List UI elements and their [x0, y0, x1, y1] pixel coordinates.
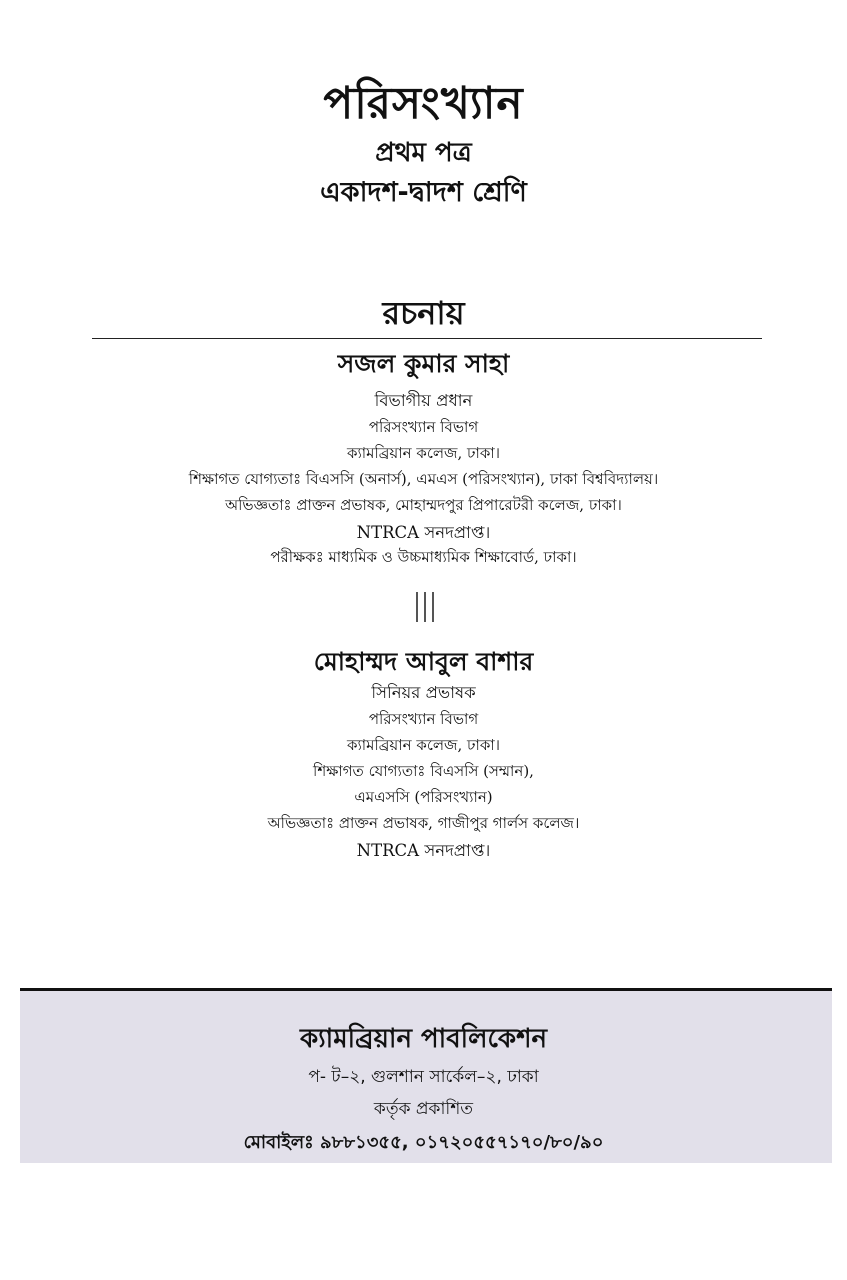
author-2-qualification-cont: এমএসসি (পরিসংখ্যান) [354, 788, 493, 806]
class-line: একাদশ-দ্বাদশ শ্রেণি [320, 177, 527, 208]
publisher-mobile: মোবাইলঃ ৯৮৮১৩৫৫, ০১৭২০৫৫৭১৭০/৮০/৯০ [243, 1132, 604, 1153]
publisher-name: ক্যামব্রিয়ান পাবলিকেশন [299, 1024, 548, 1054]
author-1-name: সজল কুমার সাহা [337, 349, 510, 378]
author-separator [416, 592, 434, 622]
book-title: পরিসংখ্যান [323, 78, 524, 129]
author-1-department: পরিসংখ্যান বিভাগ [368, 418, 479, 436]
separator-bar [416, 592, 418, 622]
author-1-certification: NTRCA সনদপ্রাপ্ত। [356, 523, 491, 542]
author-1-designation: বিভাগীয় প্রধান [374, 391, 473, 410]
author-1-examiner: পরীক্ষকঃ মাধ্যমিক ও উচ্চমাধ্যমিক শিক্ষাবোর্ড, ঢাকা। [270, 548, 577, 566]
author-2-name: মোহাম্মদ আবুল বাশার [313, 647, 534, 676]
separator-bar [424, 592, 426, 622]
author-2-certification: NTRCA সনদপ্রাপ্ত। [356, 841, 491, 860]
author-1-experience: অভিজ্ঞতাঃ প্রাক্তন প্রভাষক, মোহাম্মদপুর প্রিপারেটরী কলেজ, ঢাকা। [225, 496, 622, 514]
author-2-experience: অভিজ্ঞতাঃ প্রাক্তন প্রভাষক, গাজীপুর গার্লস কলেজ। [267, 814, 580, 832]
author-2-qualification: শিক্ষাগত যোগ্যতাঃ বিএসসি (সম্মান), [313, 762, 534, 780]
heading-divider [92, 338, 762, 339]
author-1-qualification: শিক্ষাগত যোগ্যতাঃ বিএসসি (অনার্স), এমএস (পরিসংখ্যান), ঢাকা বিশ্ববিদ্যালয়। [188, 470, 659, 488]
author-2-department: পরিসংখ্যান বিভাগ [368, 710, 479, 728]
author-2-institution: ক্যামব্রিয়ান কলেজ, ঢাকা। [346, 736, 501, 754]
author-1-institution: ক্যামব্রিয়ান কলেজ, ঢাকা। [346, 444, 501, 462]
publisher-note: কর্তৃক প্রকাশিত [373, 1099, 474, 1119]
author-2-designation: সিনিয়র প্রভাষক [371, 683, 476, 702]
authors-heading: রচনায় [382, 294, 465, 332]
book-subtitle: প্রথম পত্র [375, 138, 472, 168]
publisher-address: প- ট–২, গুলশান সার্কেল–২, ঢাকা [308, 1067, 539, 1087]
separator-bar [432, 592, 434, 622]
